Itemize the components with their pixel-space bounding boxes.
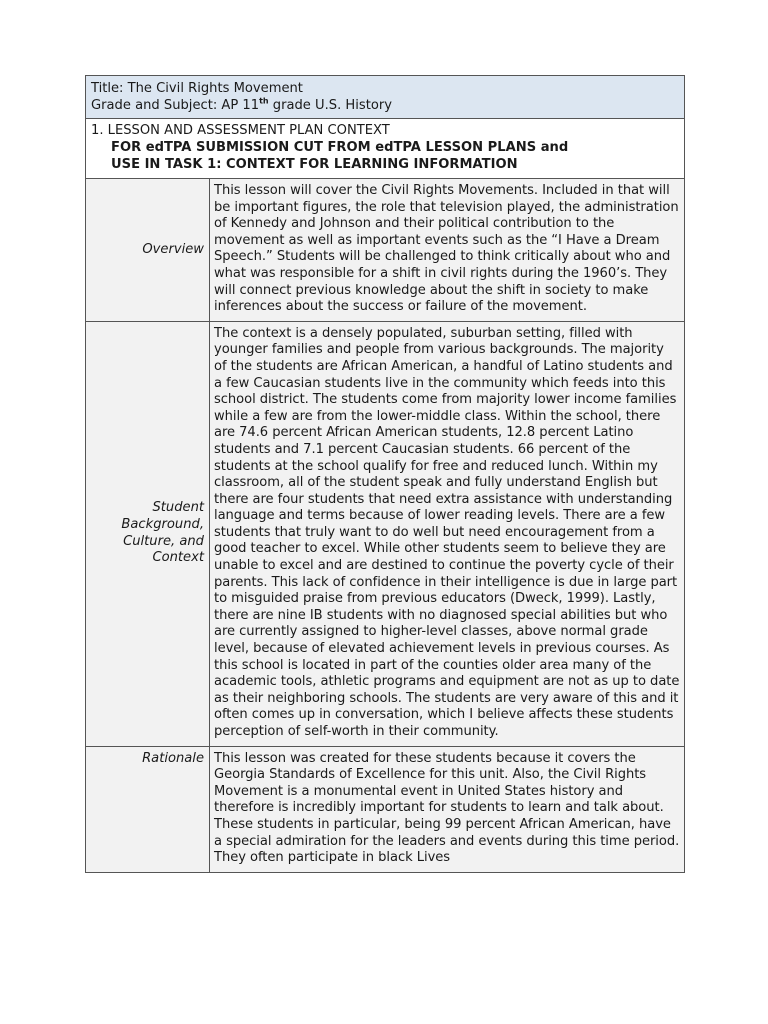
context-section-header [86,119,684,179]
context-instruction-1: FOR edTPA SUBMISSION CUT FROM edTPA LESSON PLANS and [111,140,569,155]
rationale-row [86,747,684,872]
lesson-title: Title: The Civil Rights Movement [91,81,303,96]
student-background-row [86,322,684,747]
overview-label: Overview [86,179,210,321]
rationale-text: This lesson was created for these students because it covers the Georgia Standards of Excellence for this unit. Also, the Civil Rights Movement is a monumental event in United States history and therefore is incredibly important for students to learn and talk about. These students in particular, being 99 percent African American, have a special admiration for the leaders and events during this time period. They often participate in black Lives [214,750,680,866]
title-block [86,76,684,119]
student-background-label: Student Background, Culture, and Context [86,322,210,746]
student-background-text: The context is a densely populated, suburban setting, filled with younger families and people from various backgrounds. The majority of the students are African American, a handful of Latino students and a few Caucasian students live in the community which feeds into this school district. The students come from majority lower income families while a few are from the lower-middle class. Within the school, there are 74.6 percent African American students, 12.8 percent Latino students and 7.1 percent Caucasian students. 66 percent of the students at the school qualify for free and reduced lunch. Within my classroom, all of the student speak and fully understand English but there are four students that need extra assistance with understanding language and terms because of lower reading levels. There are a few students that truly want to do well but need encouragement from a good teacher to excel. While other students seem to believe they are unable to excel and are destined to continue the poverty cycle of their parents. This lack of confidence in their intelligence is due in large part to misguided praise from previous educators (Dweck, 1999). Lastly, there are nine IB students with no diagnosed special abilities but who are currently assigned to higher-level classes, above normal grade level, because of elevated achievement levels in previous courses. As this school is located in part of the counties older area many of the academic tools, athletic programs and equipment are not as up to date as their neighboring schools. The students are very aware of this and it often comes up in conversation, which I believe affects these students perception of self-worth in their community. [214,325,680,739]
context-instruction-2: USE IN TASK 1: CONTEXT FOR LEARNING INFORMATION [111,157,518,172]
rationale-label: Rationale [86,747,210,872]
overview-row [86,179,684,322]
grade-and-subject: Grade and Subject: AP 11th grade U.S. History [91,96,392,113]
lesson-plan-table [85,75,685,873]
context-heading: 1. LESSON AND ASSESSMENT PLAN CONTEXT [91,123,390,138]
overview-text: This lesson will cover the Civil Rights Movements. Included in that will be important figures, the role that television played, the administration of Kennedy and Johnson and their political contribution to the movement as well as important events such as the “I Have a Dream Speech.” Students will be challenged to think critically about who and what was responsible for a shift in civil rights during the 1960’s. They will connect previous knowledge about the shift in society to make inferences about the success or failure of the movement. [214,183,679,315]
